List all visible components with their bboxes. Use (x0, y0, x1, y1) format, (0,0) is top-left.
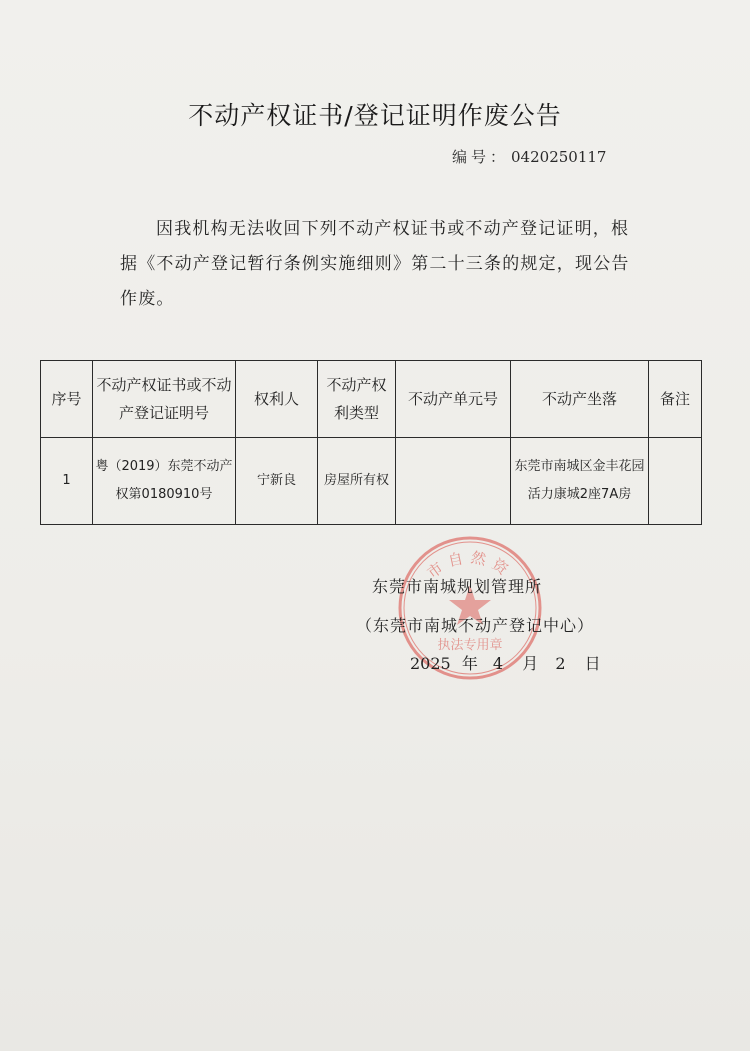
signing-organization: 东莞市南城规划管理所 (372, 577, 543, 596)
serial-number-line (452, 146, 606, 167)
registration-center: （东莞市南城不动产登记中心） (356, 616, 595, 635)
header-certificate: 不动产权证书或不动产登记证明号 (93, 361, 236, 438)
header-unit-no: 不动产单元号 (396, 361, 511, 438)
svg-text:市自然资: 市自然资 (423, 548, 517, 583)
cancellation-table (40, 360, 702, 525)
header-index: 序号 (41, 361, 93, 438)
cell-certificate: 粤（2019）东莞不动产权第0180910号 (93, 438, 236, 525)
cell-location: 东莞市南城区金丰花园活力康城2座7A房 (511, 438, 649, 525)
issue-date (410, 651, 601, 674)
date-year: 2025 (410, 654, 451, 673)
header-location: 不动产坐落 (511, 361, 649, 438)
cell-index: 1 (41, 438, 93, 525)
header-remark: 备注 (649, 361, 702, 438)
cell-right-type: 房屋所有权 (318, 438, 396, 525)
date-month: 4 (492, 654, 504, 673)
header-holder: 权利人 (236, 361, 318, 438)
cell-unit-no (396, 438, 511, 525)
date-month-unit: 月 (522, 654, 539, 673)
notice-body: 因我机构无法收回下列不动产权证书或不动产登记证明，根据《不动产登记暂行条例实施细则》第二十三条的规定，现公告作废。 (120, 219, 630, 309)
table-row (41, 438, 702, 525)
table-header-row (41, 361, 702, 438)
date-day: 2 (555, 654, 566, 673)
svg-text:执法专用章: 执法专用章 (437, 638, 503, 653)
date-year-unit: 年 (461, 654, 478, 673)
serial-number: 0420250117 (511, 148, 607, 166)
cell-holder: 宁新良 (236, 438, 318, 525)
serial-label: 编号： (452, 148, 510, 166)
header-right-type: 不动产权利类型 (318, 361, 396, 438)
cell-remark (649, 438, 702, 525)
page-title: 不动产权证书/登记证明作废公告 (188, 101, 562, 130)
date-day-unit: 日 (584, 654, 601, 673)
